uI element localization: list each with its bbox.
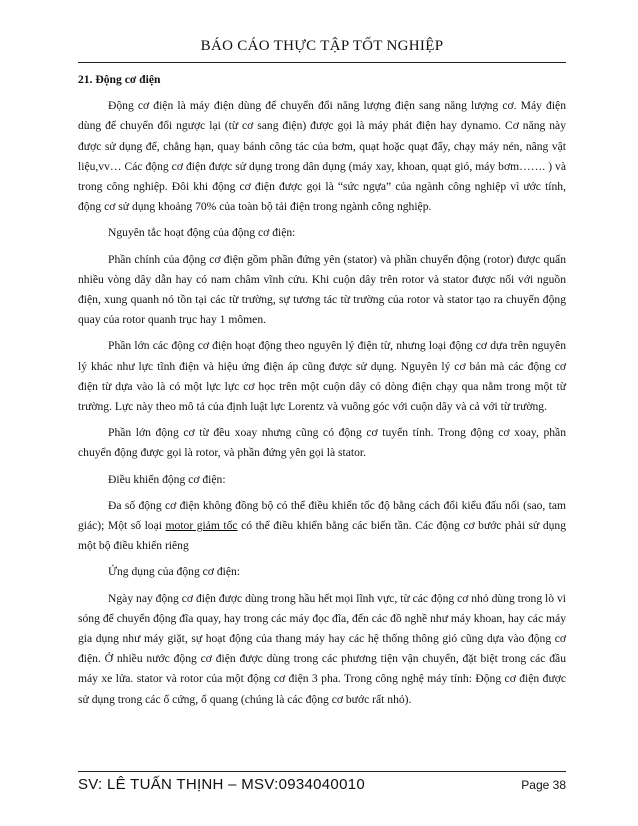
subheading-principle: Nguyên tắc hoạt động của động cơ điện: — [108, 226, 296, 240]
footer-page-number: Page 38 — [521, 778, 566, 792]
paragraph-intro: Động cơ điện là máy điện dùng để chuyển đổi năng lượng điện sang năng lượng cơ. Máy điện dùng để chuyển đổi ngược lại (từ cơ sang điện) được gọi là máy phát điện hay dynamo. Cơ năng này được sử dụng để, chẳng hạn, quay bánh công tác của bơm, quạt hoặc quạt đẩy, chạy máy nén, nâng vật liệu,vv… Các động cơ điện được sử dụng trong dân dụng (máy xay, khoan, quạt gió, máy bơm……. ) và trong công nghiệp. Đôi khi động cơ điện được gọi là “sức ngựa” của ngành công nghiệp vì ước tính, động cơ sử dụng khoảng 70% của toàn bộ tải điện trong ngành công nghiệp. — [78, 99, 566, 214]
paragraph-control-text-a: Đa số động cơ điện không đồng bộ có thể điều khiển tốc độ bằng cách đổi kiểu đấu nối (sao, tam giác); Một số loại — [78, 498, 566, 533]
paragraph-applications: Ngày nay động cơ điện được dùng trong hầu hết mọi lĩnh vực, từ các động cơ nhỏ dùng trong lò vi sóng để chuyển động đĩa quay, hay trong các máy đọc đĩa, đến các đồ nghề như máy khoan, hay các máy gia dụng như máy giặt, sự hoạt động của thang máy hay các hệ thống thông gió cũng dựa vào động cơ điện. Ở nhiều nước động cơ điện được dùng trong các phương tiện vận chuyển, đặt biệt trong các đầu máy xe lửa. stator và rotor của một động cơ điện 3 pha. Trong công nghệ máy tính: Động cơ điện được sử dụng trong các ổ cứng, ổ quang (chúng là các động cơ bước rất nhỏ). — [78, 591, 566, 706]
paragraph-rotor-stator: Phần lớn động cơ từ đều xoay nhưng cũng có động cơ tuyến tính. Trong động cơ xoay, phần chuyển động được gọi là rotor, và phần đứng yên gọi là stator. — [78, 426, 566, 460]
paragraph-principle: Phần chính của động cơ điện gồm phần đứng yên (stator) và phần chuyển động (rotor) được quấn nhiều vòng dây dẫn hay có nam châm vĩnh cửu. Khi cuộn dây trên rotor và stator được nối với nguồn điện, xung quanh nó tồn tại các từ trường, sự tương tác từ trường của rotor và stator tạo ra chuyển động quay của rotor quanh trục hay 1 mômen. — [78, 252, 566, 327]
paragraph-control-text-b: có thể điều khiển bằng các biến tần. Các động cơ bước phải sử dụng một bộ điều khiển riêng — [78, 519, 567, 553]
footer-divider — [78, 771, 566, 772]
motor-giam-toc-link[interactable]: motor giảm tốc — [165, 519, 238, 533]
page-header-title: BÁO CÁO THỰC TẬP TỐT NGHIỆP — [200, 38, 444, 54]
header-divider — [78, 62, 566, 63]
page-footer — [78, 776, 566, 798]
footer-student-info: SV: LÊ TUẤN THỊNH – MSV:0934040010 — [78, 776, 366, 793]
paragraph-electromagnetic: Phần lớn các động cơ điện hoạt động theo nguyên lý điện từ, nhưng loại động cơ dựa trên nguyên lý khác như lực tĩnh điện và hiệu ứng điện áp cũng được sử dụng. Nguyên lý cơ bản mà các động cơ điện từ dựa vào là có một lực lực cơ học trên một cuộn dây có dòng điện chạy qua nằm trong một từ trường. Lực này theo mô tả của định luật lực Lorentz và vuông góc với cuộn dây và cả với từ trường. — [78, 339, 566, 414]
document-body — [78, 70, 566, 716]
subheading-applications: Ứng dụng của động cơ điện: — [108, 565, 241, 579]
subheading-control: Điều khiển động cơ điện: — [108, 472, 226, 486]
paragraph-control — [78, 496, 566, 557]
section-heading: 21. Động cơ điện — [78, 73, 161, 86]
